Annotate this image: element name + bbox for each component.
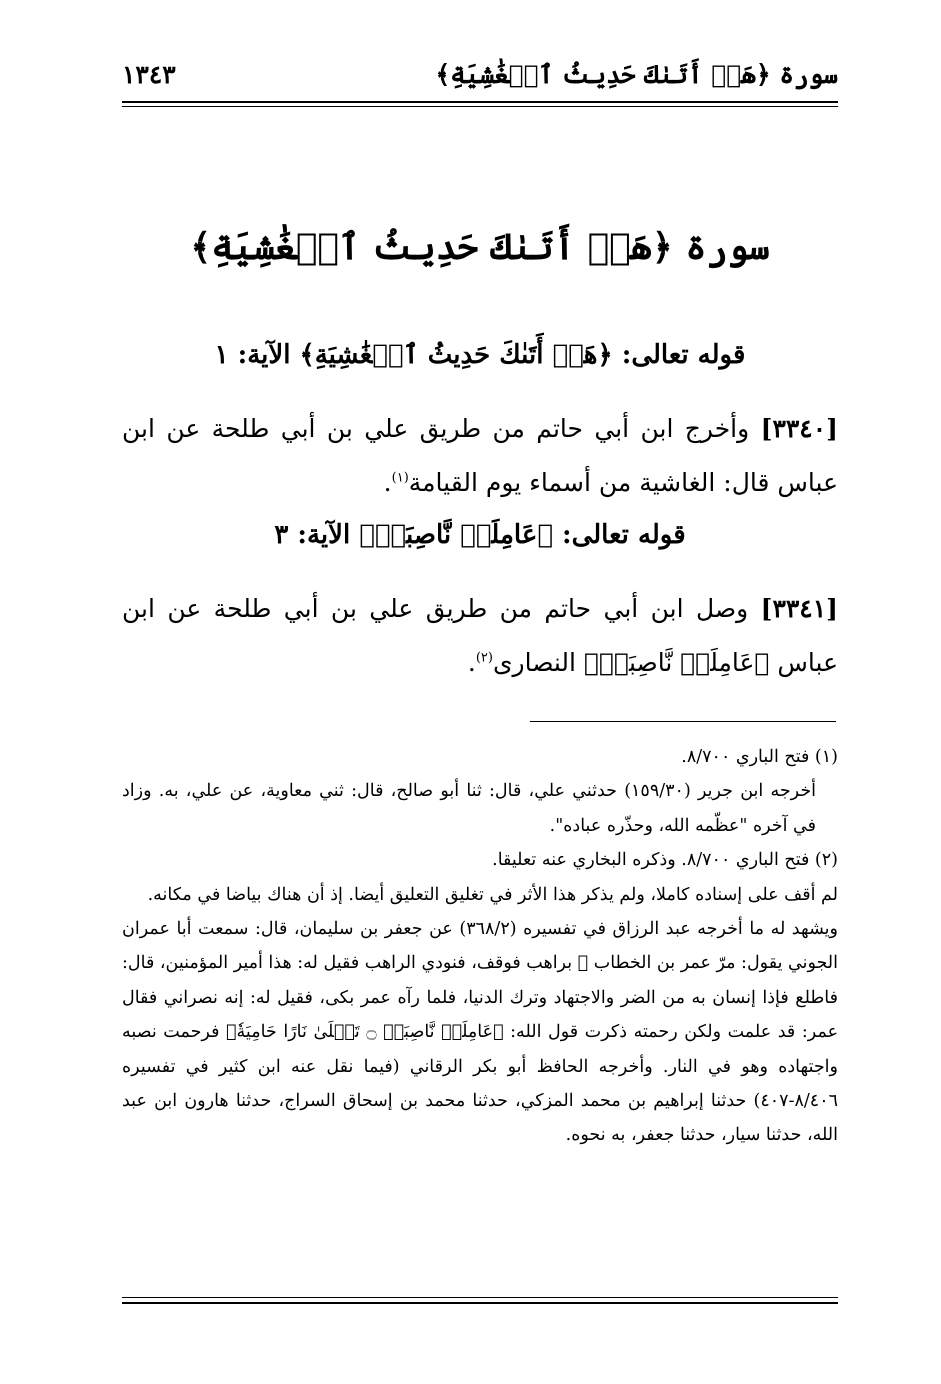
entry-number: [٣٣٤١]	[760, 594, 838, 623]
entry-text: وأخرج ابن أبي حاتم من طريق علي بن أبي طلحة عن ابن عباس قال: الغاشية من أسماء يوم القيامة	[122, 414, 838, 497]
header-rule	[122, 101, 838, 103]
footnote-2-head: (٢) فتح الباري ٨/٧٠٠. وذكره البخاري عنه تعليقا.	[492, 850, 838, 871]
entry-end: .	[467, 648, 476, 677]
surah-title: سورة ﴿هَلۡ أَتَىٰكَ حَدِيثُ ٱلۡغَٰشِيَةِ﴾	[190, 226, 770, 268]
header-rule-thin	[122, 106, 838, 107]
footnote-separator	[530, 721, 836, 722]
running-title: سورة ﴿هَلۡ أَتَىٰكَ حَدِيثُ ٱلۡغَٰشِيَةِ﴾	[435, 60, 838, 89]
page-number: ١٣٤٣	[122, 60, 176, 89]
footnote-1-body: أخرجه ابن جرير (١٥٩/٣٠) حدثني علي، قال: ثنا أبو صالح، قال: ثني معاوية، عن علي، به. وزاد في آخره "عظّمه الله، وحذّره عباده".	[122, 781, 817, 836]
footnote-1-head: (١) فتح الباري ٨/٧٠٠.	[681, 747, 838, 767]
footnote-2-paragraph-1: لم أقف على إسناده كاملا، ولم يذكر هذا الأثر في تغليق التعليق أيضا. إذ أن هناك بياضا في مكانه.	[147, 884, 838, 905]
footnote-ref: (٢)	[475, 650, 493, 666]
entry-end: .	[383, 468, 392, 497]
footnote-ref: (١)	[391, 470, 409, 486]
entry-3341	[122, 582, 838, 690]
entry-number: [٣٣٤٠]	[760, 414, 838, 443]
section-heading-ayah-1: قوله تعالى: ﴿هَلۡ أَتَىٰكَ حَدِيثُ ٱلۡغَٰشِيَةِ﴾ الآية: ١	[214, 340, 746, 370]
footnote-2-paragraph-2: ويشهد له ما أخرجه عبد الرزاق في تفسيره (٣٦٨/٢) عن جعفر بن سليمان، قال: سمعت أبا عمران الجوني يقول: مرّ عمر بن الخطاب ﷺ براهب فوقف، فنودي الراهب فقيل له: هذا أمير المؤمنين، قال: فاطلع فإذا إنسان به من الضر والاجتهاد وترك الدنيا، فلما رآه عمر بكى، فقيل له: إنه نصراني فقال عمر: قد علمت ولكن رحمته ذكرت قول الله: ﴿عَامِلَةٞ نَّاصِبَةٞ ۝ تَصۡلَىٰ نَارًا حَامِيَةٗ﴾ فرحمت نصبه واجتهاده وهو في النار. وأخرجه الحافظ أبو بكر الرقاني (فيما نقل عنه ابن كثير في تفسيره ٨/٤٠٦-٤٠٧) حدثنا إبراهيم بن محمد المزكي، حدثنا محمد بن إسحاق السراج، حدثنا هارون ابن عبد الله، حدثنا سيار، حدثنا جعفر، به نحوه.	[122, 919, 839, 1146]
footer-rule-thin	[122, 1297, 838, 1298]
entry-text: وصل ابن أبي حاتم من طريق علي بن أبي طلحة عن ابن عباس ﴿عَامِلَةٞ نَّاصِبَةٞ﴾ النصارى	[122, 594, 838, 677]
footer-rule	[122, 1302, 838, 1304]
running-header	[122, 58, 838, 98]
footnotes	[122, 740, 838, 1153]
section-heading-ayah-3: قوله تعالى: ﴿عَامِلَةٞ نَّاصِبَةٞ﴾ الآية: ٣	[274, 520, 686, 550]
entry-3340	[122, 402, 838, 510]
